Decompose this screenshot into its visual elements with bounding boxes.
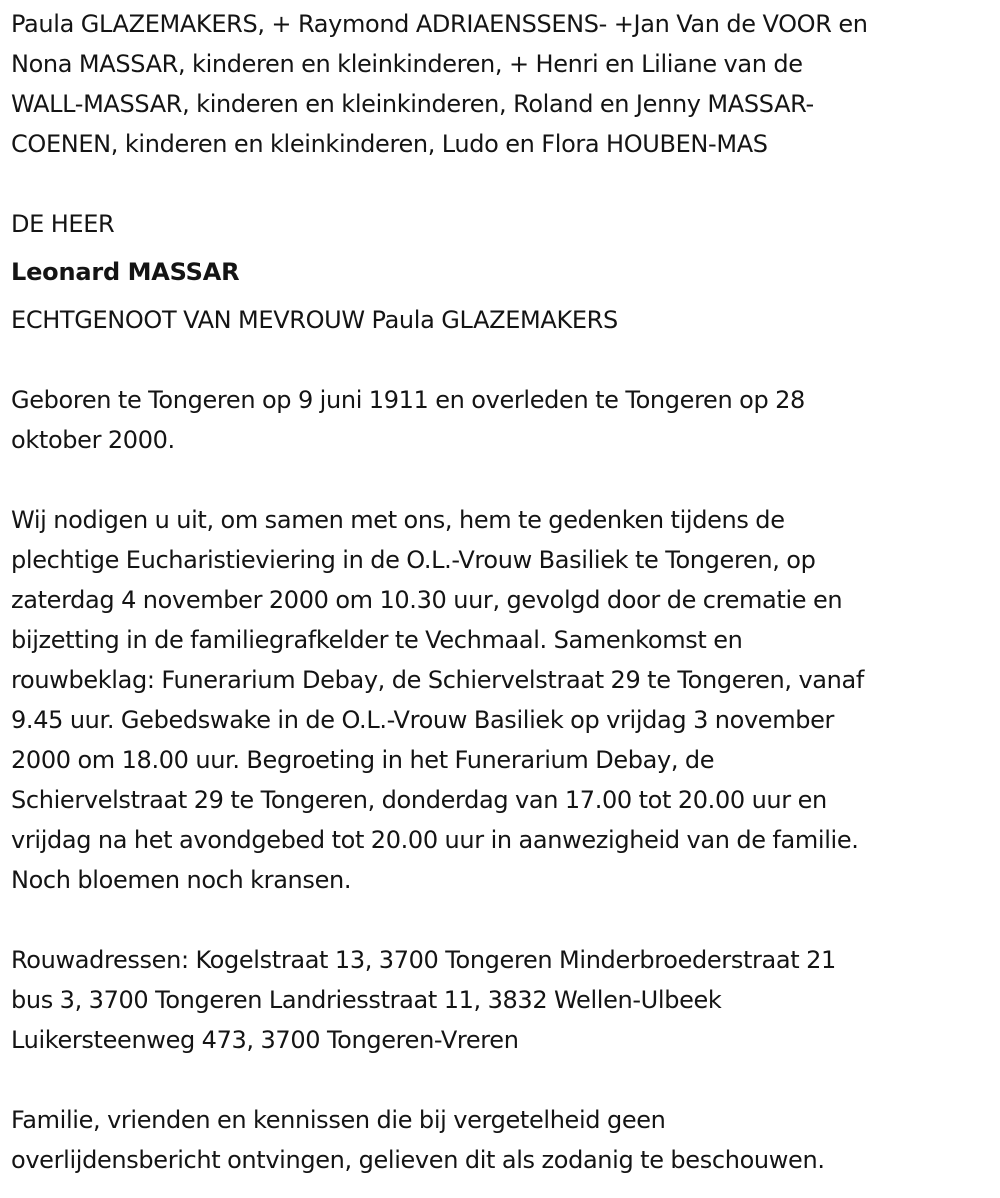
text-line: Luikersteenweg 473, 3700 Tongeren-Vreren — [11, 1026, 519, 1054]
text-line: Geboren te Tongeren op 9 juni 1911 en overleden te Tongeren op 28 — [11, 386, 805, 414]
birth-paragraph — [11, 380, 1000, 460]
text-line: 9.45 uur. Gebedswake in de O.L.-Vrouw Basiliek op vrijdag 3 november — [11, 706, 835, 734]
text-line: Paula GLAZEMAKERS, + Raymond ADRIAENSSENS- +Jan Van de VOOR en — [11, 10, 868, 38]
text-line: zaterdag 4 november 2000 om 10.30 uur, gevolgd door de crematie en — [11, 586, 843, 614]
text-line: Wij nodigen u uit, om samen met ons, hem te gedenken tijdens de — [11, 506, 785, 534]
spouse-line: ECHTGENOOT VAN MEVROUW Paula GLAZEMAKERS — [11, 306, 618, 334]
text-line: Noch bloemen noch kransen. — [11, 866, 352, 894]
text-line: Familie, vrienden en kennissen die bij vergetelheid geen — [11, 1106, 666, 1134]
spacer — [11, 900, 1000, 940]
spacer — [11, 1060, 1000, 1100]
text-line: Nona MASSAR, kinderen en kleinkinderen, + Henri en Liliane van de — [11, 50, 803, 78]
deceased-title: DE HEER — [11, 210, 115, 238]
text-line: overlijdensbericht ontvingen, gelieven dit als zodanig te beschouwen. — [11, 1146, 825, 1174]
family-paragraph — [11, 4, 1000, 164]
text-line: vrijdag na het avondgebed tot 20.00 uur in aanwezigheid van de familie. — [11, 826, 859, 854]
text-line: plechtige Eucharistieviering in de O.L.-Vrouw Basiliek te Tongeren, op — [11, 546, 816, 574]
spacer — [11, 164, 1000, 204]
deceased-name: Leonard MASSAR — [11, 258, 240, 286]
text-line: 2000 om 18.00 uur. Begroeting in het Funerarium Debay, de — [11, 746, 715, 774]
spacer — [11, 340, 1000, 380]
text-line: bijzetting in de familiegrafkelder te Vechmaal. Samenkomst en — [11, 626, 743, 654]
invitation-paragraph — [11, 500, 1000, 900]
text-line: Rouwadressen: Kogelstraat 13, 3700 Tongeren Minderbroederstraat 21 — [11, 946, 836, 974]
text-line: WALL-MASSAR, kinderen en kleinkinderen, Roland en Jenny MASSAR- — [11, 90, 814, 118]
spacer — [11, 460, 1000, 500]
text-line: Schiervelstraat 29 te Tongeren, donderdag van 17.00 tot 20.00 uur en — [11, 786, 827, 814]
text-line: rouwbeklag: Funerarium Debay, de Schiervelstraat 29 te Tongeren, vanaf — [11, 666, 864, 694]
text-line: oktober 2000. — [11, 426, 175, 454]
text-line: bus 3, 3700 Tongeren Landriesstraat 11, 3832 Wellen-Ulbeek — [11, 986, 722, 1014]
closing-paragraph — [11, 1100, 1000, 1180]
text-line: COENEN, kinderen en kleinkinderen, Ludo en Flora HOUBEN-MAS — [11, 130, 768, 158]
address-paragraph — [11, 940, 1000, 1060]
